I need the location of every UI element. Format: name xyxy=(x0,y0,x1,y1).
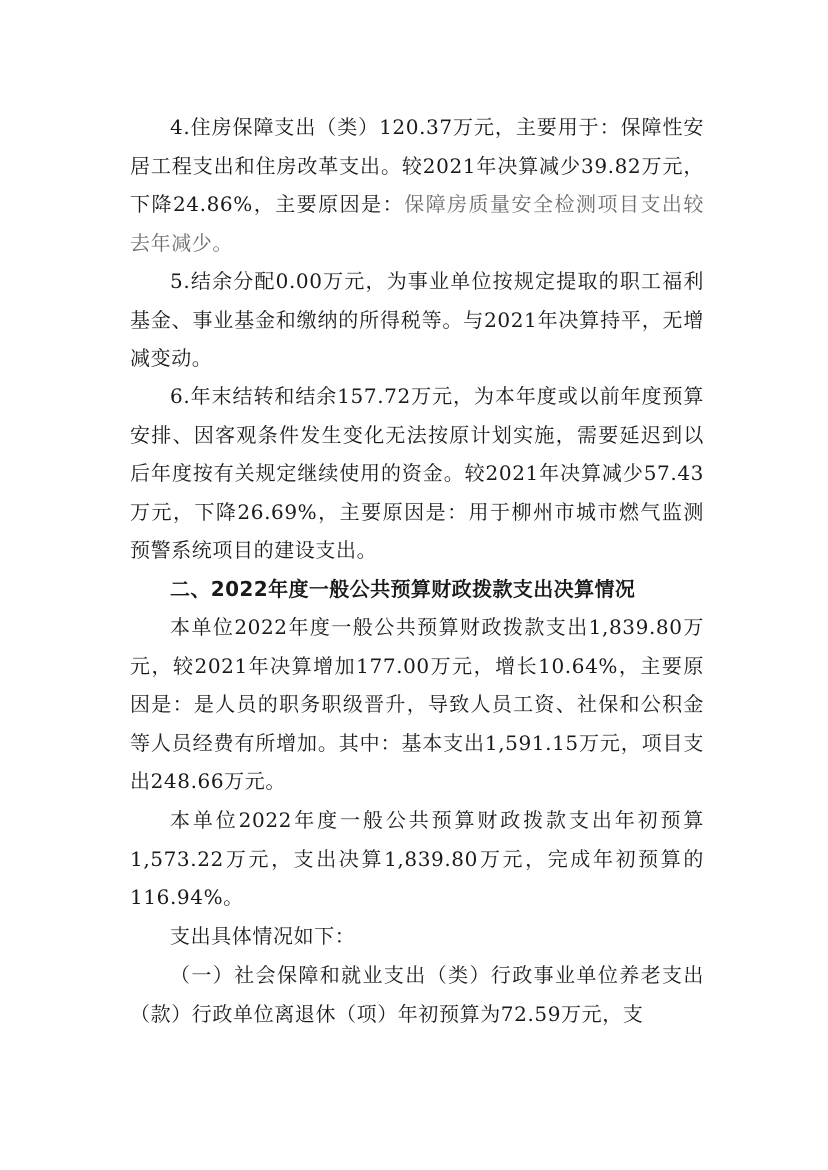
paragraph-details-intro: 支出具体情况如下： xyxy=(170,924,356,948)
housing-expenditure-text: 4.住房保障支出（类）120.37万元，主要用于：保障性安居工程支出和住房改革支出。较2021年决算减少39.82万元，下降24.86%，主要原因是： xyxy=(130,115,704,216)
paragraph-initial-budget: 本单位2022年度一般公共预算财政拨款支出年初预算1,573.22万元，支出决算1,839.80万元，完成年初预算的116.94%。 xyxy=(130,808,704,909)
housing-expenditure-reason: 保障房质量安全检测项目支出较去年减少。 xyxy=(130,192,704,255)
section-heading: 二、2022年度一般公共预算财政拨款支出决算情况 xyxy=(170,577,636,601)
paragraph-year-end-balance: 6.年末结转和结余157.72万元，为本年度或以前年度预算安排、因客观条件发生变化无法按原计划实施，需要延迟到以后年度按有关规定继续使用的资金。较2021年决算减少57.43万元，下降26.69%，主要原因是：用于柳州市城市燃气监测预警系统项目的建设支出。 xyxy=(130,384,704,562)
paragraph-housing-expenditure xyxy=(130,108,704,262)
paragraph-surplus-distribution: 5.结余分配0.00万元，为事业单位按规定提取的职工福利基金、事业基金和缴纳的所得税等。与2021年决算持平，无增减变动。 xyxy=(130,269,704,370)
paragraph-social-security: （一）社会保障和就业支出（类）行政事业单位养老支出（款）行政单位离退休（项）年初预算为72.59万元，支 xyxy=(130,963,704,1026)
paragraph-general-budget-expenditure: 本单位2022年度一般公共预算财政拨款支出1,839.80万元，较2021年决算增加177.00万元，增长10.64%，主要原因是：是人员的职务职级晋升，导致人员工资、社保和公积金等人员经费有所增加。其中：基本支出1,591.15万元，项目支出248.66万元。 xyxy=(130,615,704,793)
